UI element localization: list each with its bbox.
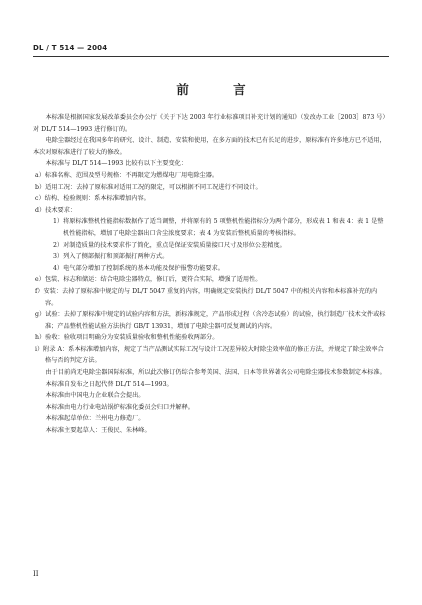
change-item-e: e）包装、标志和储运：结合电除尘器特点，修订后，更符合实际，增强了适用性。 (35, 276, 262, 284)
change-item-a: a）标准名称、范围及型号规格：不再限定为燃煤电厂用电除尘器。 (35, 171, 219, 179)
changes-intro: 本标准与 DL/T 514—1993 比较有以下主要变化： (45, 160, 188, 168)
change-item-b: b）适用工况：去掉了原标准对适用工况的限定，可以根据不同工况进行不同设计。 (35, 183, 262, 191)
intro-paragraph: 本标准是根据国家发展改革委员会办公厅《关于下达 2003 年行业标准项目补充计划的通知》（发改办工业［2003］873 号）对 DL/T 514—1993 进行修订的。 (33, 114, 389, 133)
background-paragraph: 电除尘器经过在我国多年的研究、设计、制造、安装和使用，在多方面的技术已有长足的进步，原标准有许多地方已不适用，本次对原标准进行了较大的修改。 (33, 137, 386, 156)
change-item-f: f）安装：去掉了原标准中规定的与 DL/T 5047 重复的内容，明确规定安装执行 DL/T 5047 中的相关内容和本标准补充的内容。 (35, 287, 378, 307)
tech-subitem-3: 3）列入了侧部振打和顶部振打两种方式。 (53, 253, 169, 261)
change-item-d: d）技术要求： (35, 206, 77, 214)
replacement-statement: 本标准自发布之日起代替 DL/T 514—1993。 (45, 380, 173, 388)
proposer-statement: 本标准由中国电力企业联合会提出。 (45, 392, 145, 400)
standard-number-header: DL / T 514 — 2004 (33, 44, 108, 52)
drafting-unit: 本标准起草单位：兰州电力修造厂。 (45, 415, 145, 423)
header-divider (33, 56, 389, 57)
foreword-body (33, 112, 389, 437)
page-number: II (33, 570, 39, 578)
tech-subitem-1: 1）将原标准整机性能指标数据作了适当调整，并将原有的 5 项整机性能指标分为两个部分，形成表 1 和表 4：表 1 是整机性能指标，增加了电除尘器出口含尘浓度要求；表 4 为安装后整机质量的考核指标。 (53, 218, 384, 237)
reference-paragraph: 由于目前尚无电除尘器国际标准，所以此次修订仍综合参考美国、法国、日本等世界著名公司电除尘器技术参数制定本标准。 (45, 369, 386, 377)
tech-subitem-2: 2）对制造质量的技术要求作了简化，重点是保证安装质量接口尺寸及形位公差精度。 (53, 241, 286, 249)
change-item-c: c）结构、检验规则：系本标准增加内容。 (35, 195, 150, 203)
drafters: 本标准主要起草人：王俊民、朱林峰。 (45, 427, 151, 435)
centralized-management-statement: 本标准由电力行业电站锅炉标准化委员会归口并解释。 (45, 403, 194, 411)
change-item-g: g）试验：去掉了原标准中规定的试验内容和方法，新标准规定，产品形成过程（含冷态试验）的试验，执行制造厂技术文件或标准；产品整机性能试验方法执行 GB/T 13931，增加了电除尘器可反复调试的内容。 (35, 311, 386, 330)
change-item-i: i）附录 A：系本标准增加内容，规定了当产品测试实际工况与设计工况差异较大时除尘效率值的修正方法，并规定了除尘效率合格与否的判定方法。 (35, 345, 384, 365)
change-item-h: h）验收：验收项目明确分为安装质量验收和整机性能验收两部分。 (35, 334, 219, 342)
tech-subitem-4: 4）电气部分增加了控制系统的基本功能及保护报警功能要求。 (53, 264, 224, 272)
section-title: 前 言 (176, 82, 266, 97)
